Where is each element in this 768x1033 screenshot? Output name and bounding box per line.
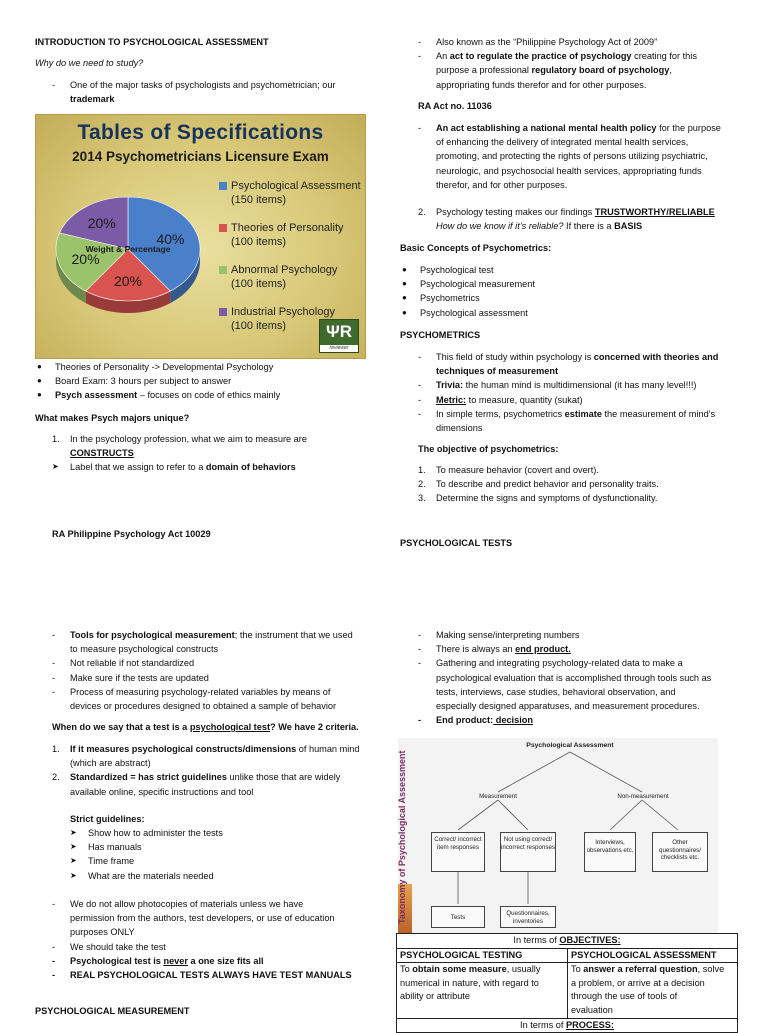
logo-sub: reviewer — [320, 345, 358, 352]
act-bold: act to regulate the practice of psychology — [449, 51, 632, 62]
table-text: To — [400, 964, 413, 975]
table-row — [397, 948, 738, 963]
table-text: a problem, or arrive at a decision — [571, 977, 705, 988]
legend-swatch — [219, 266, 227, 274]
table-row — [397, 963, 738, 1018]
concept-item: Psychological test — [420, 265, 494, 275]
crit1-bold: If it measures psychological constructs/dimensions — [70, 744, 297, 754]
testing-bold: BASIS — [614, 221, 643, 232]
criteria-underlined: psychological test — [189, 722, 271, 732]
comparison-table — [396, 933, 738, 1033]
table-cell — [568, 963, 738, 1018]
ptr-logo — [319, 319, 359, 353]
legend-label: Abnormal Psychology — [231, 264, 338, 276]
basic-concepts-heading: Basic Concepts of Psychometrics: — [400, 243, 552, 253]
testing-italic: How do we know if it’s reliable? — [436, 221, 564, 232]
pm-underlined: Metric: — [436, 394, 467, 405]
mental-health-list: - An act establishing a national mental health policy for the purpose of enhancing the delivery of integrated mental health services, promoting, and protecting the rights of persons utilizing psychiatric, neurologic, and psychosocial health services, appropriating funds therefor, and for other purposes. — [418, 123, 721, 190]
measurement-heading: PSYCHOLOGICAL MEASUREMENT — [35, 1006, 190, 1016]
pie-value-label: 20% — [113, 273, 143, 290]
unique-sub-bold: domain of behaviors — [205, 462, 296, 473]
assess-text: There is always an — [436, 644, 516, 655]
legend-item — [219, 263, 365, 291]
table-underlined: PROCESS: — [565, 1019, 614, 1030]
pm-text: dimensions — [436, 423, 483, 434]
criteria-question — [52, 720, 359, 734]
assess-text: especially designed apparatuses, and measurement procedures. — [436, 701, 700, 712]
why-item: One of the major tasks of psychologists and psychometrician; our — [70, 80, 336, 90]
why-item-bold: trademark — [70, 94, 115, 105]
logo-text: ΨR — [325, 322, 353, 341]
testing-item: 2. Psychology testing makes our findings TRUSTWORTHY/RELIABLE How do we know if it’s reliable? If there is a BASIS — [418, 207, 715, 232]
table-col-assessment: PSYCHOLOGICAL ASSESSMENT — [568, 948, 738, 963]
tools-item: ; the instrument that we used — [234, 630, 353, 640]
pm-text: the human mind is multidimensional (it has many level!!!) — [463, 380, 697, 391]
tools-item: devices or procedures designed to obtained a sample of behavior — [70, 701, 337, 712]
table-bold: answer a referral question — [583, 964, 698, 975]
legend-item — [219, 221, 365, 249]
assess-text: tests, interviews, case studies, behavioral observation, and — [436, 686, 676, 697]
diagram-nonmeasurement: Non-measurement — [617, 793, 669, 800]
bullet-item-bold: Psych assessment — [55, 390, 138, 401]
table-process-header — [397, 1018, 738, 1033]
act-bold: regulatory board of psychology — [531, 65, 670, 76]
criteria-text: When do we say that a test is a — [52, 722, 190, 732]
act-text: purpose a professional — [436, 65, 532, 76]
table-underlined: OBJECTIVES: — [559, 935, 621, 945]
concept-item: Psychological assessment — [420, 307, 528, 318]
concept-item: Psychological measurement — [420, 279, 535, 290]
tools-list: - Tools for psychological measurement; the instrument that we used to measure psychological constructs - Not reliable if not standardized - Make sure if the tests are updated - Process of measuring psychology-related variables by means of devices or procedures designed to obtained a sample of behavior — [52, 630, 353, 712]
pie-value-label: 20% — [71, 250, 100, 267]
photocopy-text: permission from the authors, test developers, or use of education — [70, 913, 335, 924]
strict-item: Time frame — [88, 856, 135, 867]
testing-underlined: TRUSTWORTHY/RELIABLE — [594, 207, 715, 217]
mh-text: for the purpose — [656, 123, 721, 133]
take-test-text: We should take the test — [70, 941, 166, 952]
diagram-box-questionnaires: Questionnaires, inventories — [500, 906, 556, 928]
chart-title: Tables of Specifications — [77, 121, 324, 144]
mh-text: of enhancing the delivery of integrated mental health services, — [436, 137, 689, 148]
table-text: evaluation — [571, 1004, 613, 1015]
tools-item: Not reliable if not standardized — [70, 658, 195, 669]
table-cell — [397, 963, 568, 1018]
act-text: An — [436, 51, 450, 62]
mh-bold: An act establishing a national mental health policy — [436, 123, 657, 133]
assess-underlined: decision — [493, 715, 533, 726]
strict-item: Show how to administer the tests — [88, 828, 223, 838]
aka-text: Also known as the “Philippine Psychology Act of 2009” — [436, 37, 658, 47]
act-text: creating for this — [631, 51, 697, 62]
legend-label: Psychological Assessment — [231, 180, 361, 192]
ra-11036-heading: RA Act no. 11036 — [418, 101, 492, 111]
never-text: Psychological test is — [70, 955, 164, 966]
diagram-box-other: Other questionnaires/ checklists etc. — [652, 832, 708, 872]
real-tests-text: REAL PSYCHOLOGICAL TESTS ALWAYS HAVE TEST MANUALS — [70, 970, 352, 981]
section-heading: INTRODUCTION TO PSYCHOLOGICAL ASSESSMENT — [35, 37, 269, 47]
unique-item: In the psychology profession, what we aim to measure are — [70, 434, 307, 444]
objective-item: Determine the signs and symptoms of dysfunctionality. — [436, 493, 658, 504]
concept-item: Psychometrics — [420, 293, 480, 304]
pm-text: the measurement of mind’s — [601, 408, 716, 419]
aka-list: - Also known as the “Philippine Psychology Act of 2009” - An act to regulate the practice of psychology creating for this purpose a professional regulatory board of psychology, appropriating funds therefor and for other purposes. — [418, 37, 697, 90]
bullet-item: Board Exam: 3 hours per subject to answer — [55, 376, 232, 387]
strict-item: What are the materials needed — [88, 870, 214, 881]
table-text: In terms of — [520, 1019, 566, 1030]
photocopy-text: purposes ONLY — [70, 927, 135, 938]
legend-items-count: (150 items) — [231, 194, 287, 206]
assess-underlined: end product. — [515, 644, 571, 655]
objective-heading: The objective of psychometrics: — [418, 444, 559, 454]
legend-swatch — [219, 182, 227, 190]
pm-bold: Trivia: — [436, 380, 464, 391]
mh-text: therefor, and for other purposes. — [436, 179, 568, 190]
pm-bold: concerned with theories and — [593, 352, 719, 362]
taxonomy-diagram — [398, 738, 718, 934]
table-col-testing: PSYCHOLOGICAL TESTING — [397, 948, 568, 963]
assessment-list: - Making sense/interpreting numbers - There is always an end product. - Gathering and integrating psychology-related data to make a psychological evaluation that is accomplished through tools such as tests, interviews, case studies, behavioral observation, and especially designed apparatuses, and measurement procedures. - End product: decision — [418, 630, 712, 726]
strict-list: ➤ Show how to administer the tests ➤ Has manuals ➤ Time frame ➤ What are the materials needed — [70, 828, 223, 881]
legend-items-count: (100 items) — [231, 278, 287, 290]
diagram-box-interviews: Interviews, observations etc. — [584, 832, 636, 872]
table-text: , usually — [506, 964, 541, 975]
objective-item: To measure behavior (covert and overt). — [436, 465, 599, 475]
psychometrics-heading: PSYCHOMETRICS — [400, 330, 481, 340]
table-row — [397, 934, 738, 949]
criteria-text: ? We have 2 criteria. — [270, 722, 359, 732]
ra-heading: RA Philippine Psychology Act 10029 — [52, 529, 211, 539]
pm-bold: estimate — [564, 408, 602, 419]
unique-question: What makes Psych majors unique? — [35, 413, 190, 423]
never-underlined: never — [163, 955, 188, 966]
criteria-list: 1. If it measures psychological constructs/dimensions of human mind (which are abstract) 2. Standardized = has strict guidelines unlike those that are widely available online, specific instructions and tool — [52, 744, 360, 797]
table-text: through the use of tools of — [571, 991, 678, 1002]
pm-text: In simple terms, psychometrics — [436, 408, 565, 419]
photocopy-list: - We do not allow photocopies of materials unless we have permission from the authors, test developers, or use of education purposes ONLY - We should take the test - Psychological test is never a one size fits all - REAL PSYCHOLOGICAL TESTS ALWAYS HAVE TEST MANUALS — [52, 899, 352, 981]
legend-label: Industrial Psychology — [231, 306, 335, 318]
table-text: To — [571, 964, 584, 975]
bullet-item: Theories of Personality -> Developmental Psychology — [55, 362, 274, 372]
table-row — [397, 1018, 738, 1033]
psychometrics-list: - This field of study within psychology is concerned with theories and techniques of measurement - Trivia: the human mind is multidimensional (it has many level!!!) - Metric: to measure, quantity (sukat) - In simple terms, psychometrics estimate the measurement of mind’s dimensions — [418, 352, 719, 434]
legend-item — [219, 179, 365, 207]
pie-chart — [35, 114, 366, 359]
crit2-cont: available online, specific instructions and tool — [70, 786, 254, 797]
pm-text: to measure, quantity (sukat) — [466, 394, 583, 405]
pm-bold: techniques of measurement — [436, 366, 559, 377]
unique-sub: Label that we assign to refer to a — [70, 462, 206, 473]
unique-list: 1. In the psychology profession, what we aim to measure are CONSTRUCTS ➤ Label that we assign to refer to a domain of behaviors — [52, 434, 307, 473]
psych-tests-heading: PSYCHOLOGICAL TESTS — [400, 538, 513, 548]
tools-item: Process of measuring psychology-related variables by means of — [70, 686, 331, 697]
objective-item: To describe and predict behavior and personality traits. — [436, 479, 659, 490]
crit2-text: unlike those that are widely — [227, 772, 341, 783]
diagram-side-label: Taxonomy of Psychological Assessment — [397, 750, 407, 924]
mh-text: promoting, and protecting the rights of persons utilizing psychiatric, — [436, 151, 708, 162]
crit1-cont: (which are abstract) — [70, 758, 151, 769]
pie-value-label: 20% — [87, 214, 116, 231]
strict-item: Has manuals — [88, 842, 142, 853]
table-text: In terms of — [513, 935, 560, 945]
never-text: a one size fits all — [187, 955, 264, 966]
bullet-list: ● Theories of Personality -> Developmental Psychology ● Board Exam: 3 hours per subject to answer ● Psych assessment – focuses on code of ethics mainly — [37, 362, 281, 401]
legend-label: Theories of Personality — [231, 222, 344, 234]
legend-swatch — [219, 308, 227, 316]
mh-text: neurologic, and psychosocial health services, appropriating funds — [436, 165, 702, 176]
tools-item: Make sure if the tests are updated — [70, 672, 209, 683]
assess-text: Gathering and integrating psychology-related data to make a — [436, 658, 683, 669]
crit2-bold: Standardized = has strict guidelines — [70, 772, 227, 783]
bullet-item: – focuses on code of ethics mainly — [137, 390, 281, 401]
table-objectives-header — [397, 934, 738, 949]
diagram-root: Psychological Assessment — [526, 742, 614, 749]
act-text: appropriating funds therefor and for other purposes. — [436, 79, 647, 90]
table-text: , solve — [697, 964, 725, 975]
unique-item-underlined: CONSTRUCTS — [70, 448, 134, 459]
legend-items-count: (100 items) — [231, 320, 287, 332]
diagram-measurement: Measurement — [479, 793, 517, 800]
tools-bold: Tools for psychological measurement — [70, 630, 235, 640]
strict-heading: Strict guidelines: — [70, 814, 145, 824]
diagram-box-correct: Correct/ incorrect item responses — [431, 832, 485, 872]
tools-item: to measure psychological constructs — [70, 644, 219, 655]
pie-value-label: 40% — [156, 231, 185, 248]
basic-concepts-list: ● Psychological test ● Psychological measurement ● Psychometrics ● Psychological assessment — [402, 265, 535, 318]
why-list: - One of the major tasks of psychologists and psychometrician; our trademark — [52, 80, 336, 105]
crit1-text: of human mind — [296, 744, 360, 754]
pm-text: This field of study within psychology is — [436, 352, 594, 362]
assess-bold: End product: — [436, 715, 494, 726]
legend-swatch — [219, 224, 227, 232]
table-text: ability or attribute — [400, 991, 470, 1002]
objective-list: 1. To measure behavior (covert and overt). 2. To describe and predict behavior and personality traits. 3. Determine the signs and symptoms of dysfunctionality. — [418, 465, 659, 504]
diagram-box-not-correct: Not using correct/ incorrect responses — [500, 832, 556, 872]
testing-text: If there is a — [563, 221, 615, 232]
photocopy-text: We do not allow photocopies of materials unless we have — [70, 899, 304, 909]
legend-items-count: (100 items) — [231, 236, 287, 248]
table-text: numerical in nature, with regard to — [400, 977, 539, 988]
assess-text: psychological evaluation that is accomplished through tools such as — [436, 672, 712, 683]
assess-text: Making sense/interpreting numbers — [436, 630, 580, 640]
testing-text: Psychology testing makes our findings — [436, 207, 595, 217]
why-question: Why do we need to study? — [35, 58, 144, 68]
chart-subtitle: 2014 Psychometricians Licensure Exam — [72, 149, 329, 164]
diagram-box-tests: Tests — [431, 906, 485, 928]
act-text: , — [669, 65, 672, 76]
pie-center-label: Weight & Percentage — [85, 244, 171, 254]
table-bold: obtain some measure — [412, 964, 507, 975]
